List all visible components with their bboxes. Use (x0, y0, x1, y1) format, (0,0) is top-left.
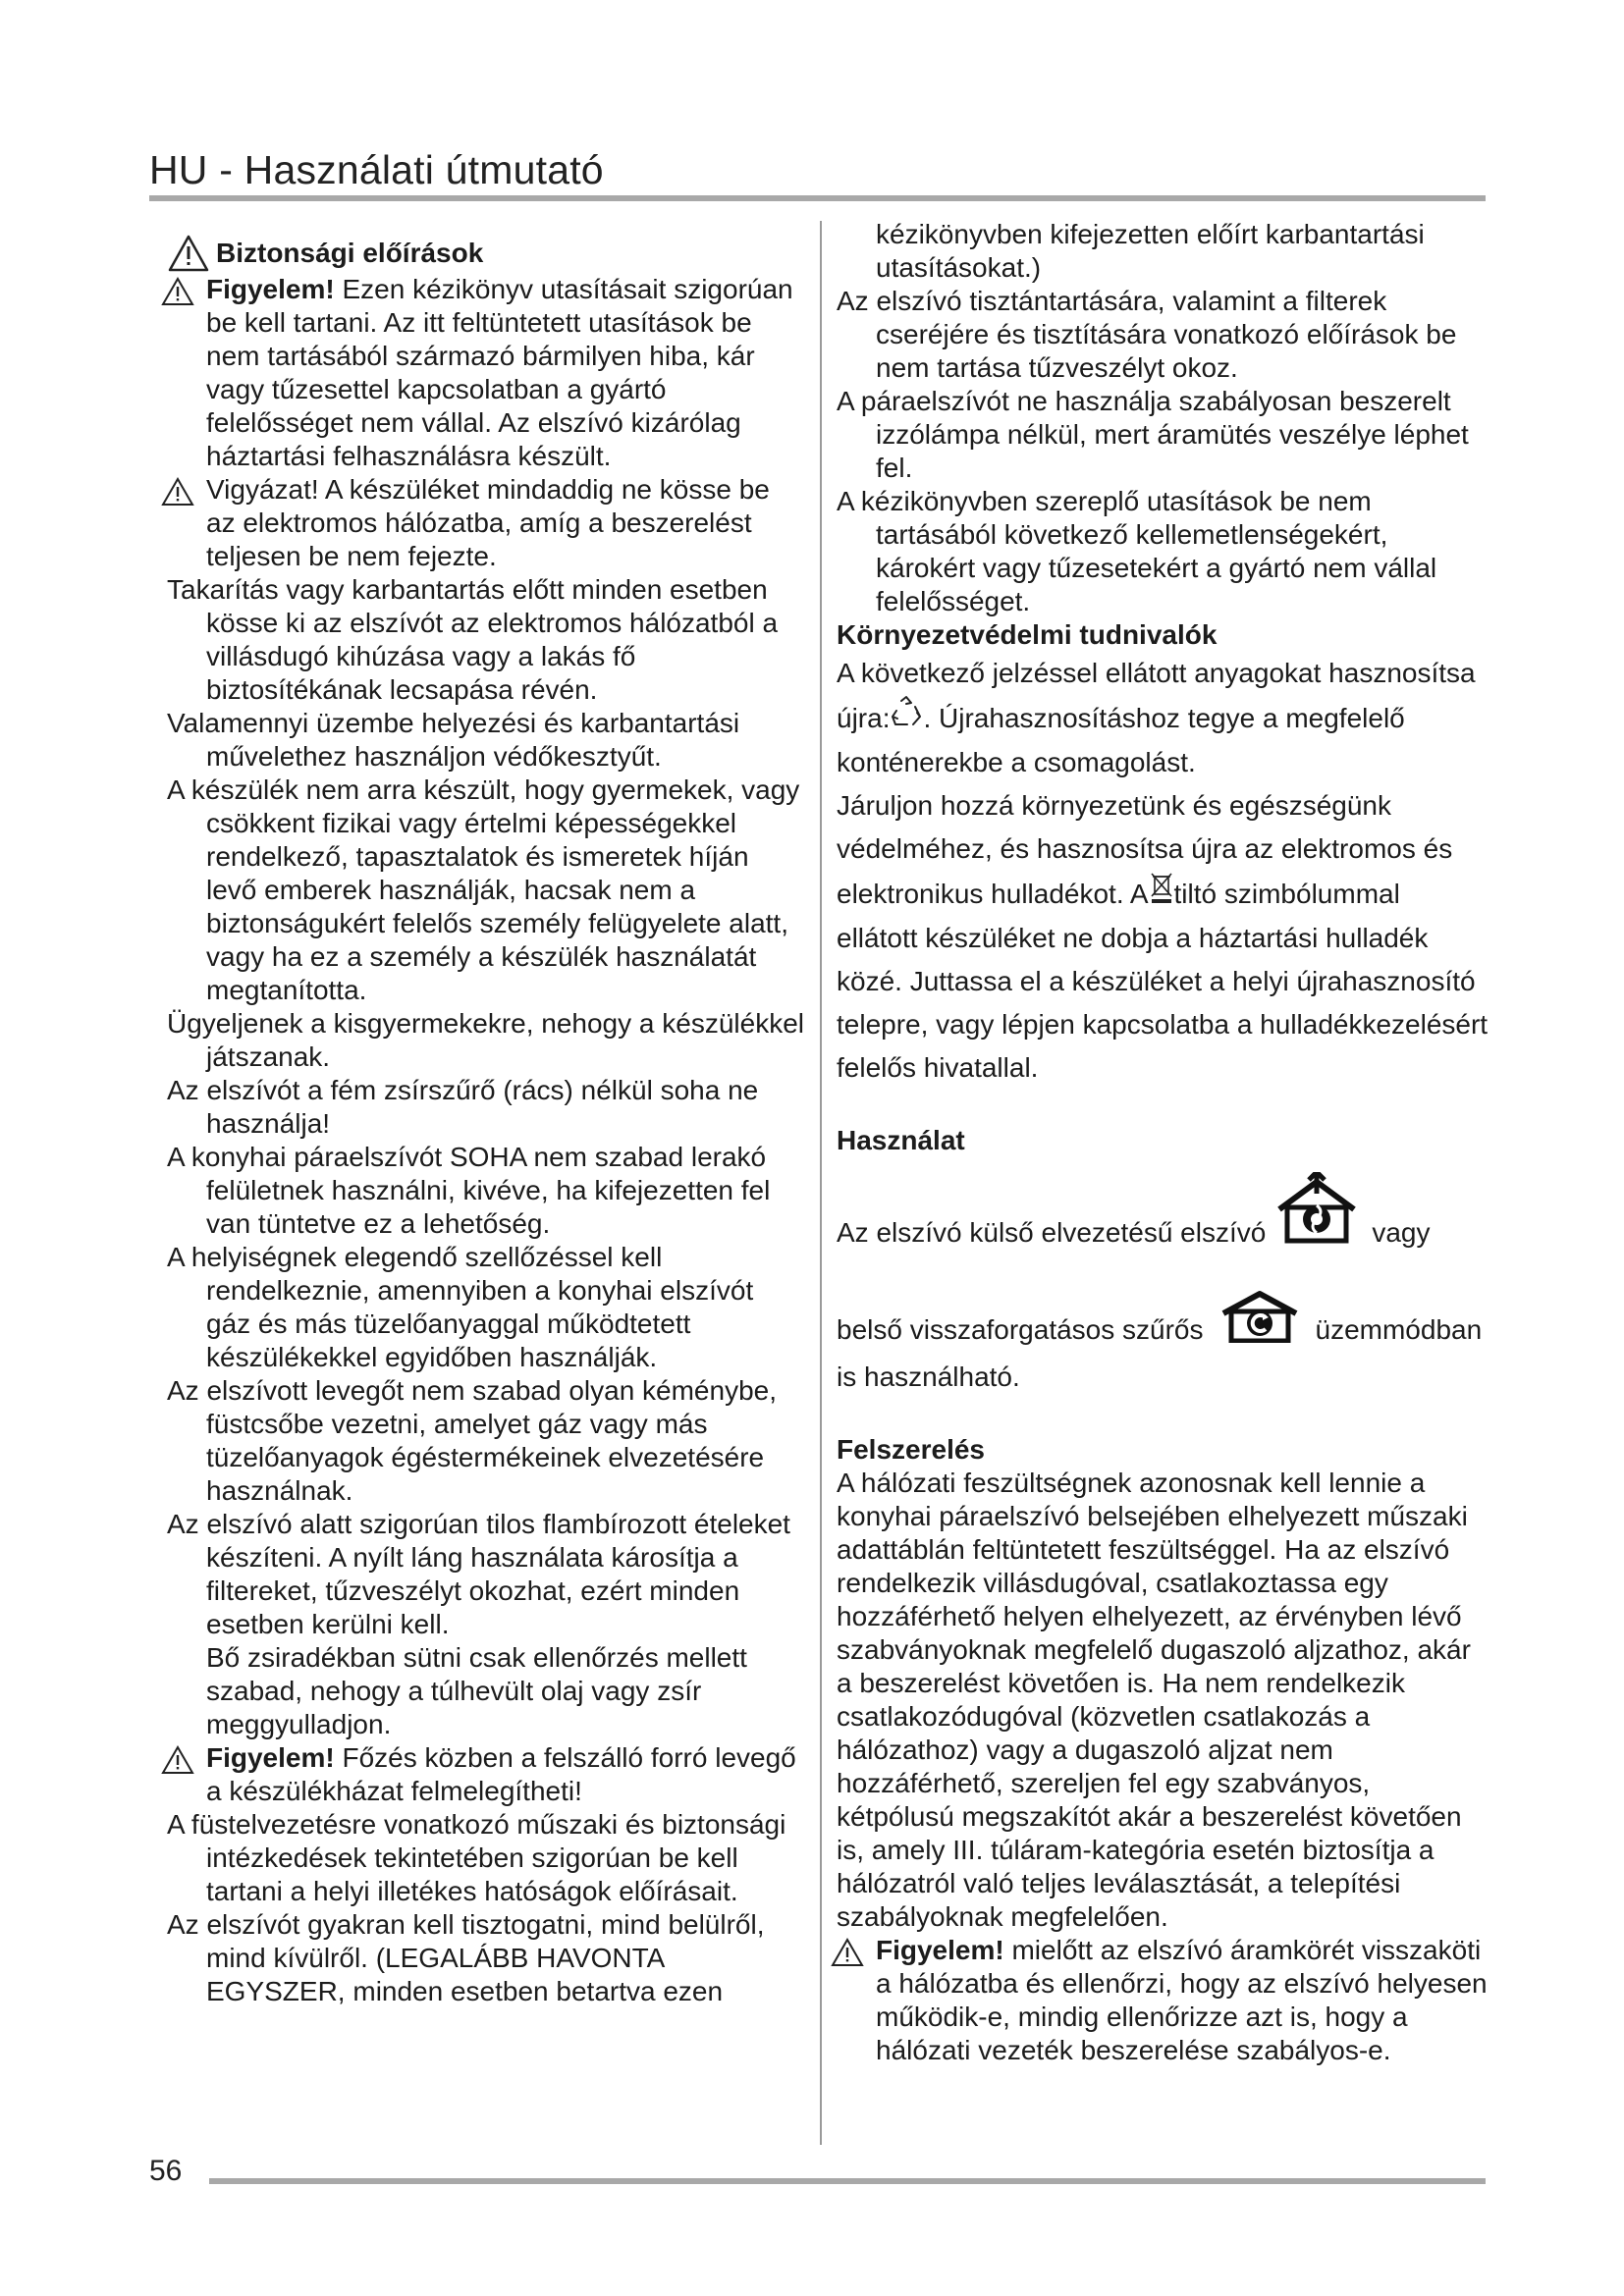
safety-paragraph-13: Az elszívó tisztántartására, valamint a filterek cseréjére és tisztítására vonatkozó előírások be nem tartása tűzveszélyt okoz. (837, 286, 1457, 383)
install-text: A hálózati feszültségnek azonosnak kell lennie a konyhai páraelszívó belsejében elhelyezett műszaki adattáblán feltüntetett feszültséggel. Ha az elszívó rendelkezik villásdugóval, csatlakoztassa egy hozzáférhető helyen elhelyezett, az érvényben lévő szabványoknak megfelelő dugaszoló aljzathoz, akár a beszerelést követően is. Ha nem rendelkezik csatlakozódugóval (közvetlen csatlakozás a hálózathoz) vagy a dugaszoló aljzat nem hozzáférhető, szereljen fel egy szabványos, kétpólusú megszakítót akár a beszerelést követően is, amely III. túláram-kategória esetén biztosítja a hálózatról való teljes leválasztását, a telepítési szabályoknak megfelelően. (837, 1468, 1471, 1932)
warning-paragraph-3 (167, 1741, 805, 1808)
safety-paragraph-1: Takarítás vagy karbantartás előtt minden esetben kösse ki az elszívót az elektromos hálózatból a villásdugó kihúzása vagy a lakás fő biztosítékának lecsapása révén. (167, 574, 779, 705)
safety-paragraph-4: Ügyeljenek a kisgyermekekre, nehogy a készülékkel játszanak. (167, 1008, 804, 1072)
column-divider (820, 221, 822, 2145)
safety-paragraph-12: Az elszívót gyakran kell tisztogatni, mind belülről, mind kívülről. (LEGALÁBB HAVONTA EGYSZER, minden esetben betartva ezen (167, 1909, 765, 2006)
warning-triangle-icon (161, 1745, 194, 1775)
warning-3-text: Főzés közben a felszálló forró levegő a készülékházat felmelegítheti! (206, 1742, 796, 1806)
left-column (167, 234, 805, 2008)
warning-2-text: Vigyázat! A készüléket mindaddig ne kösse be az elektromos hálózatba, amíg a beszerelést teljesen be nem fejezte. (206, 474, 770, 571)
usage-line-2 (837, 1300, 1489, 1361)
safety-paragraph-10: Bő zsiradékban sütni csak ellenőrzés mellett szabad, nehogy a túlhevült olaj vagy zsír meggyulladjon. (206, 1642, 747, 1739)
usage-line-1-post: vagy (1372, 1217, 1431, 1248)
header-rule (149, 195, 1486, 201)
install-warning-text: mielőtt az elszívó áramkörét visszaköti a hálózatba és ellenőrzi, hogy az elszívó helyesen működik-e, mindig ellenőrizze azt is, hogy a hálózati vezeték beszerelése szabályos-e. (876, 1935, 1488, 2065)
page-header-title: HU - Használati útmutató (149, 147, 604, 192)
safety-heading (167, 234, 805, 273)
spacer (837, 1274, 1489, 1300)
crossed-bin-icon (1149, 871, 1174, 917)
usage-line-2-post: üzemmódban (1315, 1314, 1483, 1345)
right-column (837, 218, 1489, 2067)
environment-line-7: ellátott készüléket ne dobja a háztartási hulladék közé. Juttassa el a készüléket a helyi újrahasznosító telepre, vagy lépjen kapcsolatba a hulladékkezelésért felelős hivatallal. (837, 923, 1489, 1083)
usage-line-1 (837, 1192, 1489, 1274)
environment-line-4: Járuljon hozzá környezetünk és egészségünk (837, 790, 1392, 821)
safety-title: Biztonsági előírások (216, 238, 484, 268)
warning-3-label: Figyelem! (206, 1742, 335, 1773)
spacer (837, 1162, 1489, 1192)
environment-line-5: védelméhez, és hasznosítsa újra az elektromos és (837, 833, 1453, 864)
safety-paragraph-5: Az elszívót a fém zsírszűrő (rács) nélkül soha ne használja! (167, 1075, 759, 1139)
usage-line-1-text: Az elszívó külső elvezetésű elszívó (837, 1217, 1267, 1248)
page-number: 56 (149, 2155, 183, 2187)
recirculation-mode-icon (1219, 1290, 1300, 1351)
extraction-mode-icon (1273, 1172, 1360, 1255)
safety-paragraph-11: A füstelvezetésre vonatkozó műszaki és biztonsági intézkedések tekintetében szigorúan be kell tartani a helyi illetékes hatóságok előírásait. (167, 1809, 786, 1906)
recycle-icon (890, 695, 923, 741)
install-warning-label: Figyelem! (876, 1935, 1004, 1965)
recycle-text-pre: újra: (837, 702, 891, 733)
environment-heading: Környezetvédelmi tudnivalók (837, 619, 1218, 650)
safety-paragraph-8: Az elszívott levegőt nem szabad olyan kéménybe, füstcsőbe vezetni, amelyet gáz vagy más tüzelőanyagok égéstermékeinek elvezetésére használnak. (167, 1375, 778, 1506)
warning-paragraph-1 (167, 273, 805, 473)
warning-1-text: Ezen kézikönyv utasításait szigorúan be kell tartani. Az itt feltüntetett utasítások be nem tartásából származó bármilyen hiba, kár vagy tűzesettel kapcsolatban a gyártó felelősséget nem vállal. Az elszívó kizárólag háztartási felhasználásra készült. (206, 274, 793, 471)
weee-text-pre: elektronikus hulladékot. A (837, 878, 1149, 909)
warning-triangle-icon (161, 477, 194, 507)
usage-line-3: is használható. (837, 1362, 1020, 1392)
environment-line-3: konténerekbe a csomagolást. (837, 747, 1196, 777)
warning-paragraph-2 (167, 473, 805, 573)
install-warning (837, 1934, 1489, 2067)
safety-paragraph-2: Valamennyi üzembe helyezési és karbantartási művelethez használjon védőkesztyűt. (167, 708, 740, 772)
safety-paragraph-3: A készülék nem arra készült, hogy gyermekek, vagy csökkent fizikai vagy értelmi képességekkel rendelkező, tapasztalatok és ismeretek híján levő emberek használják, hacsak nem a biztonságukért felelős személy felügyelete alatt, vagy ha ez a személy a készülék használatát megtanította. (167, 774, 800, 1005)
safety-paragraph-7: A helyiségnek elegendő szellőzéssel kell rendelkeznie, amennyiben a konyhai elszívót gáz és más tüzelőanyaggal működtetett készülékekkel egyidőben használják. (167, 1242, 754, 1372)
safety-paragraph-14: A páraelszívót ne használja szabályosan beszerelt izzólámpa nélkül, mert áramütés veszélye léphet fel. (837, 386, 1469, 483)
safety-paragraph-12-continued: kézikönyvben kifejezetten előírt karbantartási utasításokat.) (876, 219, 1425, 283)
warning-triangle-icon (167, 234, 210, 273)
safety-paragraph-9: Az elszívó alatt szigorúan tilos flambírozott ételeket készíteni. A nyílt láng használata károsítja a filtereket, tűzveszélyt okozhat, ezért minden esetben kerülni kell. (167, 1509, 790, 1639)
warning-triangle-icon (831, 1938, 864, 1967)
usage-line-2-text: belső visszaforgatásos szűrős (837, 1314, 1204, 1345)
warning-triangle-icon (161, 277, 194, 306)
environment-recycle-line (837, 695, 1489, 741)
install-heading: Felszerelés (837, 1434, 985, 1465)
warning-1-label: Figyelem! (206, 274, 335, 304)
spacer (837, 1090, 1489, 1119)
recycle-text-post: . Újrahasznosításhoz tegye a megfelelő (923, 702, 1405, 733)
safety-paragraph-6: A konyhai páraelszívót SOHA nem szabad lerakó felületnek használni, kivéve, ha kifejezetten fel van tüntetve ez a lehetőség. (167, 1142, 771, 1239)
footer-rule (209, 2178, 1486, 2184)
safety-paragraph-15: A kézikönyvben szereplő utasítások be nem tartásából következő kellemetlenségekért, károkért vagy tűzesetekért a gyártó nem vállal felelősséget. (837, 486, 1437, 616)
weee-text-post: tiltó szimbólummal (1173, 878, 1400, 909)
usage-heading: Használat (837, 1125, 965, 1155)
spacer (837, 1394, 1489, 1433)
environment-line-1: A következő jelzéssel ellátott anyagokat hasznosítsa (837, 658, 1476, 688)
environment-weee-line (837, 871, 1489, 917)
